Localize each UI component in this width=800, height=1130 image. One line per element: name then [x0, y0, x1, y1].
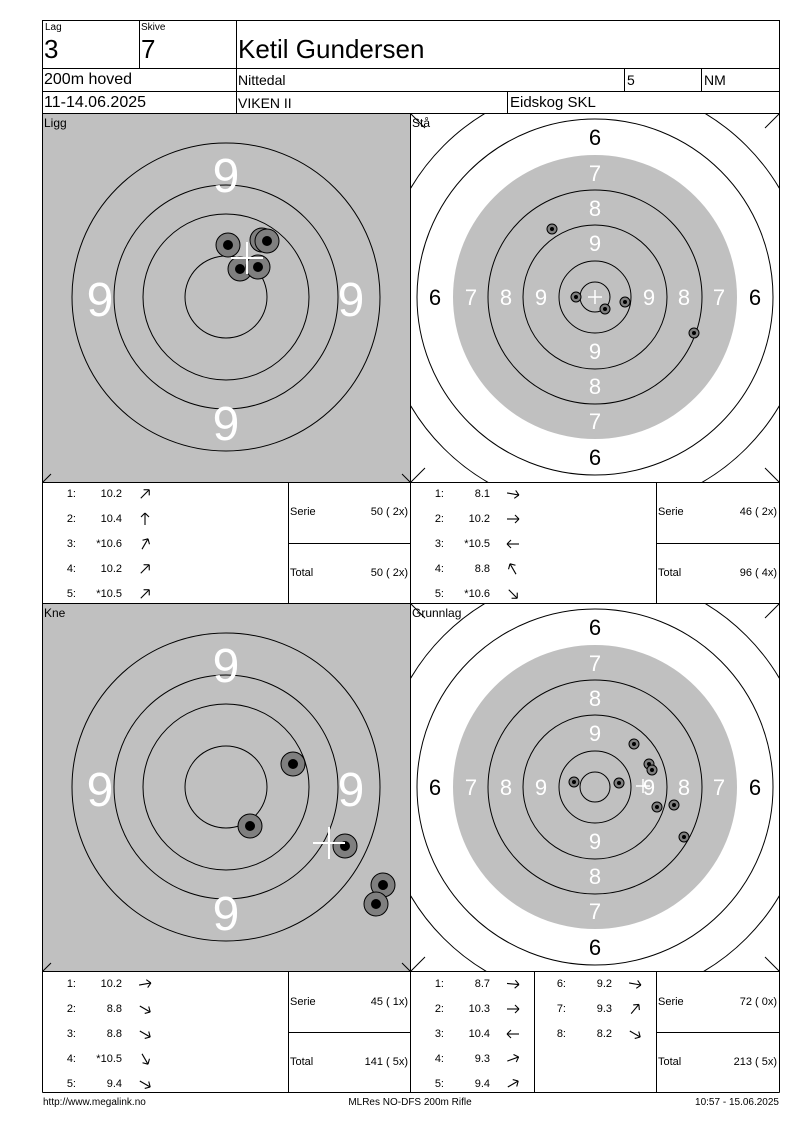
total-label-kne: Total	[290, 1056, 314, 1068]
shot-core	[682, 835, 686, 839]
serie-value-grunnlag: 72 ( 0x)	[739, 996, 777, 1008]
shot-direction-arrow-icon	[626, 1027, 644, 1041]
shot-core	[262, 236, 272, 246]
shot-number: 7:	[556, 1003, 566, 1015]
shot-number: 3:	[434, 538, 444, 550]
shot-core	[223, 240, 233, 250]
ring-number-label: 9	[588, 829, 602, 854]
serie-value-sta: 46 ( 2x)	[739, 506, 777, 518]
event-code: NM	[704, 72, 726, 88]
serie-label-ligg: Serie	[290, 506, 316, 518]
shot-row	[538, 1002, 656, 1016]
shot-core	[632, 742, 636, 746]
shot-value: 10.4	[468, 1028, 490, 1040]
shot-number: 3:	[66, 538, 76, 550]
shot-core	[550, 227, 554, 231]
total-label-grunnlag: Total	[658, 1056, 682, 1068]
shot-direction-arrow-icon	[504, 1027, 522, 1041]
shot-direction-arrow-icon	[504, 977, 522, 991]
total-value-kne: 141 ( 5x)	[364, 1056, 408, 1068]
ring-number-label: 8	[677, 775, 691, 800]
shot-direction-arrow-icon	[136, 537, 154, 551]
ring-number-label: 8	[499, 285, 513, 310]
shot-core	[245, 821, 255, 831]
shot-value: 8.8	[106, 1028, 122, 1040]
shot-row	[538, 977, 656, 991]
shot-number: 1:	[66, 488, 76, 500]
total-value-grunnlag: 213 ( 5x)	[733, 1056, 777, 1068]
shot-direction-arrow-icon	[136, 1077, 154, 1091]
shot-core	[623, 300, 627, 304]
shot-core	[235, 264, 245, 274]
ring-number-label: 7	[588, 651, 602, 676]
shot-row	[48, 1002, 288, 1016]
shot-number: 1:	[66, 978, 76, 990]
shot-list-sta	[416, 487, 656, 602]
shot-value: 9.2	[596, 978, 612, 990]
ring-number-label: 6	[428, 775, 442, 800]
shot-direction-arrow-icon	[136, 1027, 154, 1041]
panel-label-ligg: Ligg	[44, 116, 67, 130]
ring-number-label: 8	[677, 285, 691, 310]
event-dates: 11-14.06.2025	[44, 94, 147, 111]
district-name: VIKEN II	[238, 95, 292, 111]
shot-value: *10.6	[96, 538, 122, 550]
shot-number: 2:	[434, 513, 444, 525]
shot-value: 10.2	[100, 488, 122, 500]
shot-row	[48, 537, 288, 551]
shot-core	[603, 307, 607, 311]
ring-number-label: 9	[534, 285, 548, 310]
shot-number: 5:	[66, 1078, 76, 1090]
shot-number: 1:	[434, 488, 444, 500]
total-value-ligg: 50 ( 2x)	[370, 567, 408, 579]
shot-direction-arrow-icon	[136, 512, 154, 526]
ring-number-label: 6	[748, 775, 762, 800]
ring-number-label: 7	[588, 899, 602, 924]
shot-direction-arrow-icon	[504, 537, 522, 551]
shot-value: *10.5	[96, 1053, 122, 1065]
ring-number-label: 7	[588, 161, 602, 186]
shot-value: *10.5	[464, 538, 490, 550]
target-grunnlag	[411, 604, 779, 971]
shot-row	[48, 977, 288, 991]
shot-value: 8.1	[474, 488, 490, 500]
shot-number: 2:	[66, 513, 76, 525]
ring-number-label: 7	[464, 285, 478, 310]
shot-direction-arrow-icon	[504, 587, 522, 601]
shot-row	[416, 1077, 534, 1091]
ring-number-label: 9	[86, 274, 114, 327]
shot-core	[617, 781, 621, 785]
target-sta	[411, 114, 779, 482]
shot-number: 5:	[434, 1078, 444, 1090]
ring-number-label: 7	[588, 409, 602, 434]
shot-row	[48, 587, 288, 601]
ring-number-label: 8	[588, 686, 602, 711]
shot-core	[672, 803, 676, 807]
shot-value: 10.2	[468, 513, 490, 525]
target-ligg	[43, 114, 410, 482]
shot-core	[655, 805, 659, 809]
ring-number-label: 6	[588, 615, 602, 640]
shot-row	[416, 1052, 534, 1066]
shot-value: 10.2	[100, 563, 122, 575]
ring-number-label: 9	[534, 775, 548, 800]
shot-row	[416, 1002, 534, 1016]
serie-label-sta: Serie	[658, 506, 684, 518]
shot-direction-arrow-icon	[504, 512, 522, 526]
ring-number-label: 8	[588, 374, 602, 399]
shot-number: 4:	[434, 563, 444, 575]
shot-direction-arrow-icon	[136, 562, 154, 576]
shot-core	[378, 880, 388, 890]
shot-list-grunnlag-cont	[538, 977, 656, 1092]
shot-value: *10.5	[96, 588, 122, 600]
ring-number-label: 9	[337, 764, 365, 817]
ring-number-label: 9	[588, 339, 602, 364]
ring-number-label: 9	[588, 721, 602, 746]
ring-number-label: 9	[642, 285, 656, 310]
ring-number-label: 9	[212, 640, 240, 693]
panel-label-kne: Kne	[44, 606, 66, 620]
ring-number-label: 9	[337, 274, 365, 327]
shot-direction-arrow-icon	[136, 1002, 154, 1016]
shot-direction-arrow-icon	[626, 977, 644, 991]
lag-value: 3	[44, 34, 59, 64]
shot-row	[48, 487, 288, 501]
footer-url[interactable]: http://www.megalink.no	[43, 1097, 146, 1108]
shot-core	[650, 768, 654, 772]
shot-list-grunnlag	[416, 977, 534, 1092]
shot-value: 10.2	[100, 978, 122, 990]
ring-number-label: 9	[212, 888, 240, 941]
target-kne	[43, 604, 410, 971]
serie-value-ligg: 50 ( 2x)	[370, 506, 408, 518]
ring-number-label: 6	[588, 445, 602, 470]
shot-core	[572, 780, 576, 784]
shot-core	[574, 295, 578, 299]
ring-number-label: 6	[428, 285, 442, 310]
total-label-ligg: Total	[290, 567, 314, 579]
range-name: Eidskog SKL	[510, 94, 596, 111]
total-label-sta: Total	[658, 567, 682, 579]
ring-number-label: 9	[588, 231, 602, 256]
ring-number-label: 9	[212, 398, 240, 451]
ring-number-label: 7	[712, 285, 726, 310]
program-name: 200m hoved	[44, 71, 133, 88]
shot-row	[416, 562, 656, 576]
serie-value-kne: 45 ( 1x)	[370, 996, 408, 1008]
shot-number: 6:	[556, 978, 566, 990]
ring-number-label: 7	[712, 775, 726, 800]
ring-number-label: 9	[642, 775, 656, 800]
shot-direction-arrow-icon	[626, 1002, 644, 1016]
skive-label: Skive	[141, 22, 166, 33]
shot-value: 10.4	[100, 513, 122, 525]
shot-list-ligg	[48, 487, 288, 602]
shot-list-kne	[48, 977, 288, 1092]
serie-label-kne: Serie	[290, 996, 316, 1008]
shooter-name: Ketil Gundersen	[238, 34, 425, 64]
footer-timestamp: 10:57 - 15.06.2025	[695, 1097, 779, 1108]
serie-label-grunnlag: Serie	[658, 996, 684, 1008]
shot-value: 9.4	[474, 1078, 490, 1090]
shot-value: 8.7	[474, 978, 490, 990]
shot-value: 8.2	[596, 1028, 612, 1040]
shot-number: 2:	[434, 1003, 444, 1015]
class-value: 5	[627, 72, 635, 88]
shot-number: 8:	[556, 1028, 566, 1040]
ring-number-label: 8	[588, 196, 602, 221]
shot-direction-arrow-icon	[504, 1052, 522, 1066]
shot-value: 8.8	[106, 1003, 122, 1015]
shot-direction-arrow-icon	[504, 487, 522, 501]
shot-value: 10.3	[468, 1003, 490, 1015]
shot-row	[416, 512, 656, 526]
shot-core	[288, 759, 298, 769]
shot-row	[416, 587, 656, 601]
shot-row	[416, 537, 656, 551]
ring-number-label: 9	[212, 150, 240, 203]
shot-direction-arrow-icon	[136, 487, 154, 501]
shot-value: 8.8	[474, 563, 490, 575]
shot-number: 3:	[434, 1028, 444, 1040]
shot-core	[692, 331, 696, 335]
lag-label: Lag	[45, 22, 62, 33]
shot-row	[416, 487, 656, 501]
panel-label-sta: Stå	[412, 116, 431, 130]
shot-row	[48, 1052, 288, 1066]
shot-direction-arrow-icon	[504, 1077, 522, 1091]
shot-row	[48, 1027, 288, 1041]
shot-row	[48, 1077, 288, 1091]
shot-row	[48, 562, 288, 576]
shot-row	[416, 977, 534, 991]
ring-number-label: 6	[588, 125, 602, 150]
shot-value: 9.3	[474, 1053, 490, 1065]
shot-value: 9.3	[596, 1003, 612, 1015]
shot-number: 5:	[66, 588, 76, 600]
club-name: Nittedal	[238, 72, 286, 88]
skive-value: 7	[141, 34, 156, 64]
shot-number: 4:	[66, 1053, 76, 1065]
footer-software: MLRes NO-DFS 200m Rifle	[348, 1097, 472, 1108]
shot-number: 4:	[66, 563, 76, 575]
shot-row	[416, 1027, 534, 1041]
shot-direction-arrow-icon	[136, 1052, 154, 1066]
ring-number-label: 6	[588, 935, 602, 960]
shot-direction-arrow-icon	[504, 562, 522, 576]
shot-value: *10.6	[464, 588, 490, 600]
total-value-sta: 96 ( 4x)	[739, 567, 777, 579]
ring-number-label: 7	[464, 775, 478, 800]
shot-core	[371, 899, 381, 909]
shot-row	[48, 512, 288, 526]
ring-number-label: 8	[499, 775, 513, 800]
shot-value: 9.4	[106, 1078, 122, 1090]
shot-number: 5:	[434, 588, 444, 600]
shot-row	[538, 1027, 656, 1041]
shot-core	[253, 262, 263, 272]
ring-number-label: 9	[86, 764, 114, 817]
ring-number-label: 8	[588, 864, 602, 889]
shot-number: 3:	[66, 1028, 76, 1040]
ring-number-label: 6	[748, 285, 762, 310]
shot-number: 1:	[434, 978, 444, 990]
panel-label-grunnlag: Grunnlag	[412, 606, 462, 620]
shot-direction-arrow-icon	[136, 977, 154, 991]
shot-direction-arrow-icon	[136, 587, 154, 601]
shot-direction-arrow-icon	[504, 1002, 522, 1016]
shot-number: 4:	[434, 1053, 444, 1065]
shot-number: 2:	[66, 1003, 76, 1015]
